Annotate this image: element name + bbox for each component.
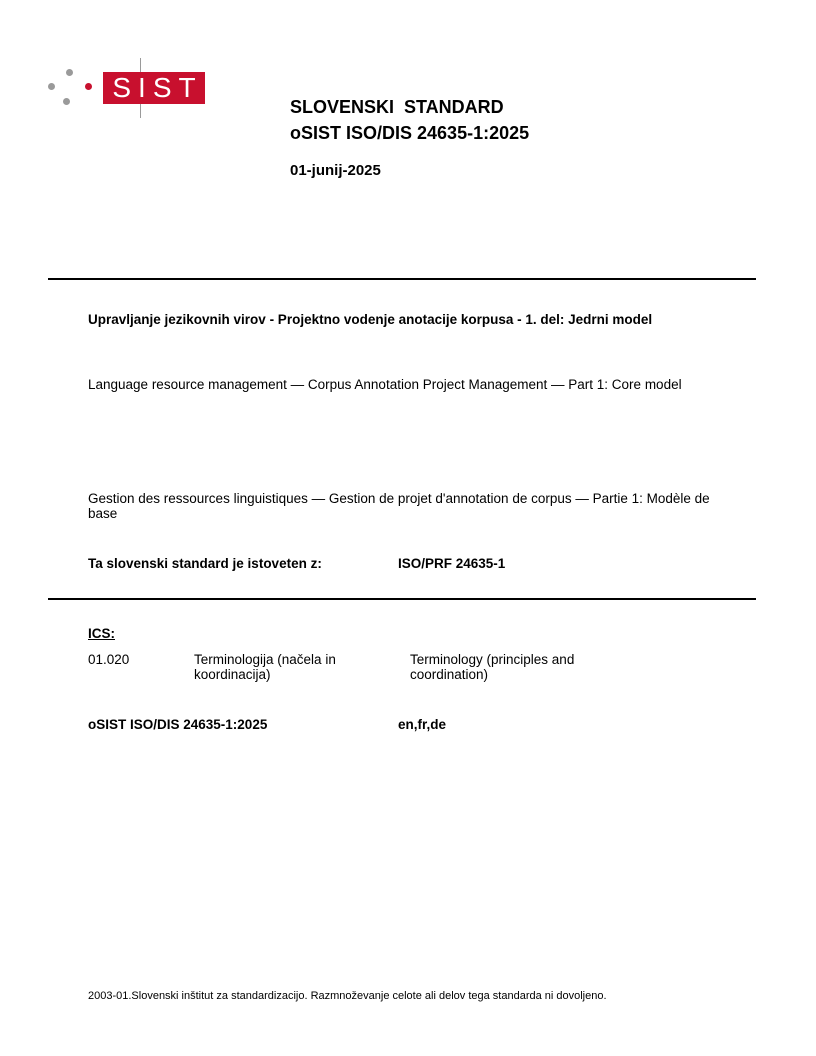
ics-description-en: Terminology (principles and coordination) xyxy=(410,652,575,682)
logo-dot-icon xyxy=(85,83,92,90)
logo-dot-icon xyxy=(48,83,55,90)
designation-code: oSIST ISO/DIS 24635-1:2025 xyxy=(88,717,268,732)
standard-type: SLOVENSKI STANDARD xyxy=(290,97,504,117)
ics-label: ICS: xyxy=(88,626,115,641)
standard-designation: oSIST ISO/DIS 24635-1:2025 xyxy=(290,123,530,143)
logo-wordmark: SIST xyxy=(103,72,205,104)
standard-header xyxy=(290,94,529,179)
top-divider xyxy=(48,278,756,280)
title-english: Language resource management — Corpus Annotation Project Management — Part 1: Core model xyxy=(88,377,682,392)
title-slovenian: Upravljanje jezikovnih virov - Projektno vodenje anotacije korpusa - 1. del: Jedrni model xyxy=(88,312,653,327)
title-french: Gestion des ressources linguistiques — Gestion de projet d'annotation de corpus — Partie 1: Modèle de base xyxy=(88,491,710,521)
logo-dot-icon xyxy=(63,98,70,105)
equivalence-value: ISO/PRF 24635-1 xyxy=(398,556,506,571)
ics-description-sl: Terminologija (načela in koordinacija) xyxy=(194,652,336,682)
sist-logo xyxy=(46,58,216,122)
publication-date: 01-junij-2025 xyxy=(290,162,381,179)
equivalence-label: Ta slovenski standard je istoveten z: xyxy=(88,556,322,571)
designation-languages: en,fr,de xyxy=(398,717,447,732)
logo-dot-icon xyxy=(66,69,73,76)
copyright-footer: 2003-01.Slovenski inštitut za standardizacijo. Razmnoževanje celote ali delov tega standarda ni dovoljeno. xyxy=(88,990,607,1002)
bottom-divider xyxy=(48,598,756,600)
ics-code: 01.020 xyxy=(88,652,130,667)
